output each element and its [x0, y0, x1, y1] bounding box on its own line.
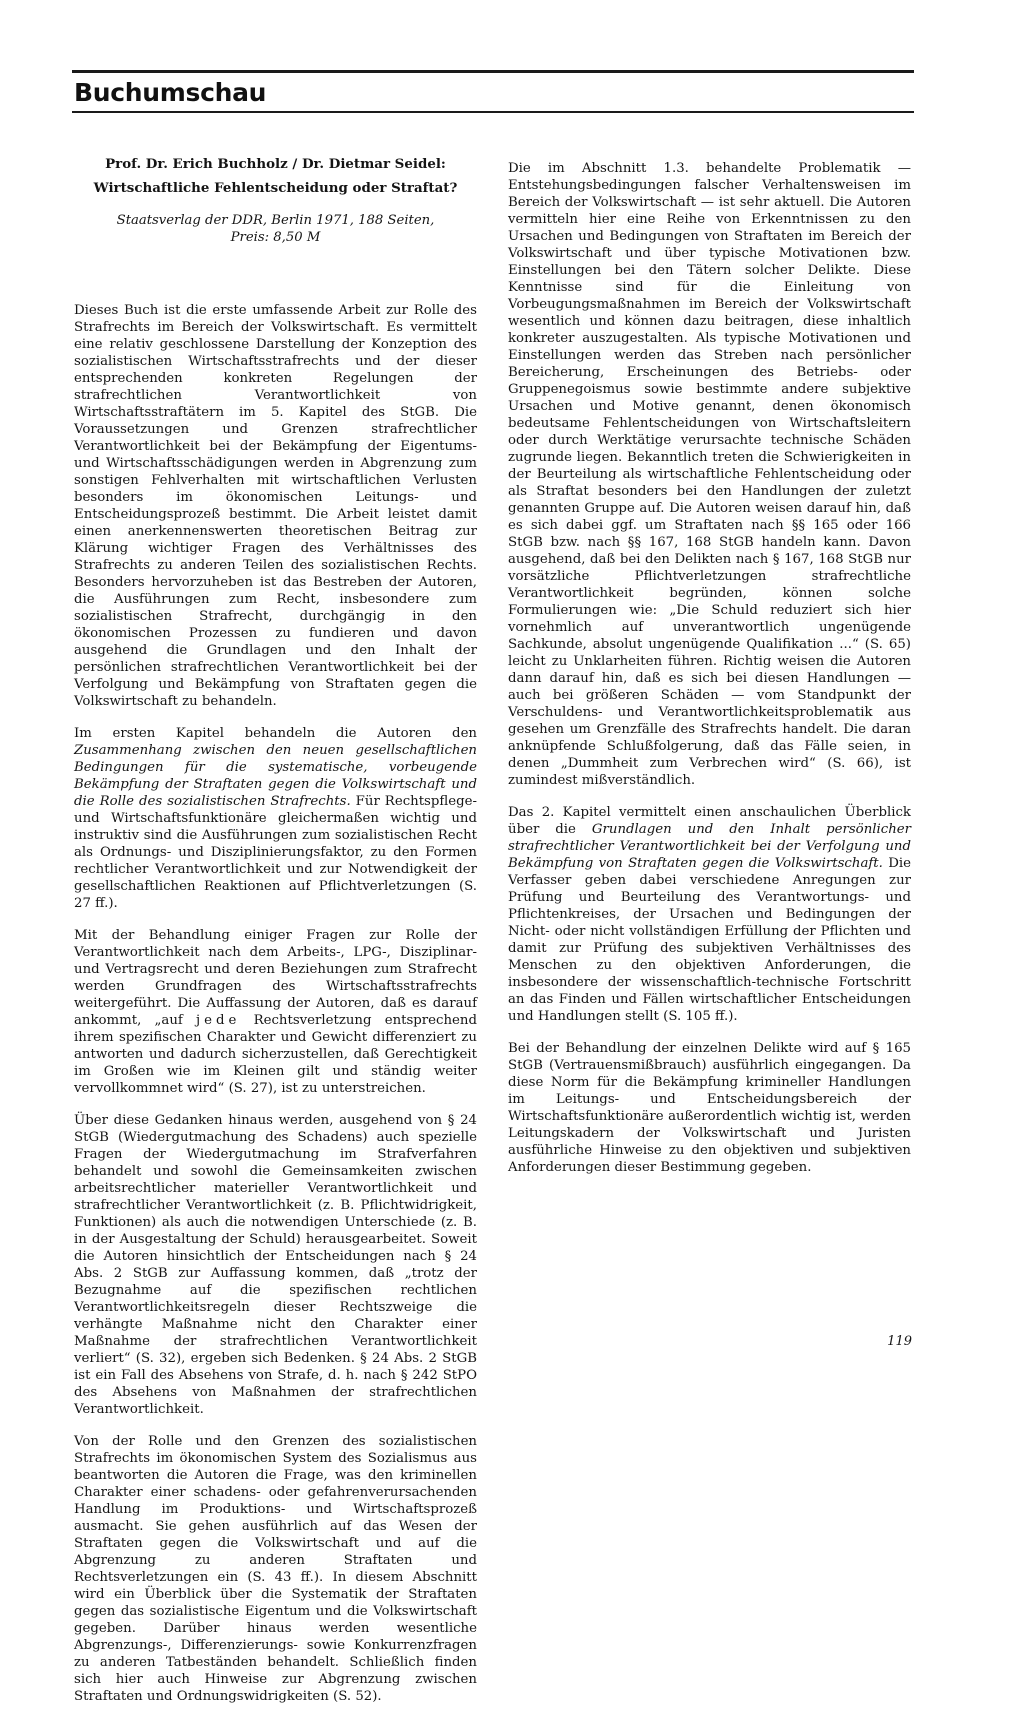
paragraph-2-italic: Zusammenhang zwischen den neuen gesellschaftlichen Bedingungen für die systematische, vorbeugende Bekämpfung der Straftaten gegen die Volkswirtschaft und die Rolle des sozialistischen Strafrechts. [74, 743, 477, 809]
book-title: Wirtschaftliche Fehlentscheidung oder Straftat? [93, 180, 458, 196]
paragraph-5: Von der Rolle und den Grenzen des sozialistischen Strafrechts im ökonomischen System des Sozialismus aus beantworten die Autoren die Frage, was den kriminellen Charakter einer schadens- oder gefahrenverursachenden Handlung im Produktions- und Wirtschaftsprozeß ausmacht. Sie gehen ausführlich auf das Wesen der Straftaten gegen die Volkswirtschaft und auf die Abgrenzung zu anderen Straftaten und Rechtsverletzungen ein (S. 43 ff.). In diesem Abschnitt wird ein Überblick über die Systematik der Straftaten gegen das sozialistische Eigentum und die Volkswirtschaft gegeben. Darüber hinaus werden wesentliche Abgrenzungs-, Differenzierungs- sowie Konkurrenzfragen zu anderen Tatbeständen behandelt. Schließlich finden sich hier auch Hinweise zur Abgrenzung zwischen Straftaten und Ordnungswidrigkeiten (S. 52). [74, 1434, 477, 1704]
paragraph-6: Die im Abschnitt 1.3. behandelte Problematik — Entstehungsbedingungen falscher Verhaltensweisen im Bereich der Volkswirtschaft — ist sehr aktuell. Die Autoren vermitteln hier eine Reihe von Erkenntnissen zu den Ursachen und Bedingungen von Straftaten im Bereich der Volkswirtschaft und über typische Motivationen bzw. Einstellungen bei den Tätern solcher Delikte. Diese Kenntnisse sind für die Einleitung von Vorbeugungsmaßnahmen im Bereich der Volkswirtschaft wesentlich und können dazu beitragen, diese inhaltlich konkreter auszugestalten. Als typische Motivationen und Einstellungen werden das Streben nach persönlicher Bereicherung, Erscheinungen des Betriebs- oder Gruppenegoismus sowie bestimmte andere subjektive Ursachen und Motive genannt, denen ökonomisch bedeutsame Fehlentscheidungen von Wirtschaftsleitern oder durch Werktätige verursachte technische Schäden zugrunde liegen. Bekanntlich treten die Schwierigkeiten in der Beurteilung als wirtschaftliche Fehlentscheidung oder als Straftat besonders bei den Handlungen der zuletzt genannten Gruppe auf. Die Autoren weisen darauf hin, daß es sich dabei ggf. um Straftaten nach §§ 165 oder 166 StGB bzw. nach §§ 167, 168 StGB handeln kann. Davon ausgehend, daß bei den Delikten nach § 167, 168 StGB nur vorsätzliche Pflichtverletzungen strafrechtliche Verantwortlichkeit begründen, können solche Formulierungen wie: „Die Schuld reduziert sich hier vornehmlich auf unverantwortlich ungenügende Sachkunde, absolut ungenügende Qualifikation ...“ (S. 65) leicht zu Unklarheiten führen. Richtig weisen die Autoren dann darauf hin, daß es sich bei diesen Handlungen — auch bei größeren Schäden — vom Standpunkt der Verschuldens- und Verantwortlichkeitsproblematik aus gesehen um Grenzfälle des Strafrechts handelt. Die daran anknüpfende Schlußfolgerung, daß das Fälle seien, in denen „Dummheit zum Verbrechen wird“ (S. 66), ist zumindest mißverständlich. [508, 161, 911, 788]
paragraph-2-text: Im ersten Kapitel behandeln die Autoren den [74, 726, 477, 741]
book-header [74, 152, 477, 200]
paragraph-3-text: Mit der Behandlung einiger Fragen zur Rolle der Verantwortlichkeit nach dem Arbeits-, LPG-, Disziplinar- und Vertragsrecht und deren Beziehungen zum Strafrecht werden Grundfragen des Wirtschaftsstrafrechts weitergeführt. Die Auffassung der Autoren, daß es darauf ankommt, „auf [74, 928, 477, 1028]
paragraph-3 [74, 927, 477, 1097]
price-line: Preis: 8,50 M [230, 230, 321, 245]
book-publication [74, 212, 477, 246]
paragraph-1: Dieses Buch ist die erste umfassende Arbeit zur Rolle des Strafrechts im Bereich der Volkswirtschaft. Es vermittelt eine relativ geschlossene Darstellung der Konzeption des sozialistischen Wirtschaftsstrafrechts und der dieser entsprechenden konkreten Regelungen der strafrechtlichen Verantwortlichkeit von Wirtschaftsstraftätern im 5. Kapitel des StGB. Die Voraussetzungen und Grenzen strafrechtlicher Verantwortlichkeit bei der Bekämpfung der Eigentums- und Wirtschaftsschädigungen werden in Abgrenzung zum sonstigen Fehlverhalten mit wirtschaftlichen Verlusten besonders im ökonomischen Leitungs- und Entscheidungsprozeß bestimmt. Die Arbeit leistet damit einen anerkennenswerten theoretischen Beitrag zur Klärung wichtiger Fragen des Verhältnisses des Strafrechts zu anderen Teilen des sozialistischen Rechts. Besonders hervorzuheben ist das Bestreben der Autoren, die Ausführungen zum Recht, insbesondere zum sozialistischen Strafrecht, durchgängig in den ökonomischen Prozessen zu fundieren und davon ausgehend die Grundlagen und den Inhalt der persönlichen strafrechtlichen Verantwortlichkeit bei der Verfolgung und Bekämpfung von Straftaten gegen die Volkswirtschaft zu behandeln. [74, 303, 477, 709]
header-rule-top [72, 70, 914, 73]
left-column [74, 152, 477, 1720]
section-title: Buchumschau [74, 78, 267, 107]
paragraph-3-spaced-word: jede [196, 1013, 241, 1028]
paragraph-8: Bei der Behandlung der einzelnen Delikte wird auf § 165 StGB (Vertrauensmißbrauch) ausführlich eingegangen. Da diese Norm für die Bekämpfung krimineller Handlungen im Leitungs- und Entscheidungsbereich der Wirtschaftsfunktionäre außerordentlich wichtig ist, werden Leitungskadern der Volkswirtschaft und Juristen ausführliche Hinweise zu den objektiven und subjektiven Anforderungen dieser Bestimmung gegeben. [508, 1041, 911, 1175]
paragraph-2 [74, 725, 477, 912]
paragraph-7-text: Das 2. Kapitel vermittelt einen anschaulichen Überblick über die [508, 805, 911, 837]
header-rule-bottom [72, 111, 914, 113]
publication-line: Staatsverlag der DDR, Berlin 1971, 188 Seiten, [116, 213, 435, 228]
paragraph-3-text-end: Rechtsverletzung entsprechend ihrem spezifischen Charakter und Gewicht differenziert zu antworten und dadurch sicherzustellen, daß Gerechtigkeit im Großen wie im Kleinen gilt und ständig weiter vervollkommnet wird“ (S. 27), ist zu unterstreichen. [74, 1013, 477, 1096]
paragraph-2-text-end: Für Rechtspflege- und Wirtschaftsfunktionäre gleichermaßen wichtig und instruktiv sind die Ausführungen zum sozialistischen Recht als Ordnungs- und Disziplinierungsfaktor, zu den Formen rechtlicher Verantwortlichkeit und zur Notwendigkeit der gesellschaftlichen Reaktionen auf Pflichtverletzungen (S. 27 ff.). [74, 794, 477, 911]
paragraph-7 [508, 804, 911, 1025]
right-column [508, 160, 911, 1191]
paragraph-7-italic: Grundlagen und den Inhalt persönlicher strafrechtlicher Verantwortlichkeit bei der Verfolgung und Bekämpfung von Straftaten gegen die Volkswirtschaft. [508, 822, 911, 871]
book-authors: Prof. Dr. Erich Buchholz / Dr. Dietmar Seidel: [105, 156, 446, 172]
paragraph-7-text-end: Die Verfasser geben dabei verschiedene Anregungen zur Prüfung und Beurteilung des Verantwortungs- und Pflichtenkreises, der Ursachen und Bedingungen der Nicht- oder nicht vollständigen Erfüllung der Pflichten und damit zur Prüfung des subjektiven Verhältnisses des Menschen zu den objektiven Anforderungen, die insbesondere der wissenschaftlich-technische Fortschritt an das Finden und Fällen wirtschaftlicher Entscheidungen und Handlungen stellt (S. 105 ff.). [508, 856, 911, 1024]
page-number: 119 [887, 1334, 912, 1349]
paragraph-4: Über diese Gedanken hinaus werden, ausgehend von § 24 StGB (Wiedergutmachung des Schadens) auch spezielle Fragen der Wiedergutmachung im Strafverfahren behandelt und sowohl die Gemeinsamkeiten zwischen arbeitsrechtlicher materieller Verantwortlichkeit und strafrechtlicher Verantwortlichkeit (z. B. Pflichtwidrigkeit, Funktionen) als auch die notwendigen Unterschiede (z. B. in der Ausgestaltung der Schuld) herausgearbeitet. Soweit die Autoren hinsichtlich der Entscheidungen nach § 24 Abs. 2 StGB zur Auffassung kommen, daß „trotz der Bezugnahme auf die spezifischen rechtlichen Verantwortlichkeitsregeln dieser Rechtszweige die verhängte Maßnahme nicht den Charakter einer Maßnahme der strafrechtlichen Verantwortlichkeit verliert“ (S. 32), ergeben sich Bedenken. § 24 Abs. 2 StGB ist ein Fall des Absehens von Strafe, d. h. nach § 242 StPO des Absehens von Maßnahmen der strafrechtlichen Verantwortlichkeit. [74, 1113, 477, 1417]
